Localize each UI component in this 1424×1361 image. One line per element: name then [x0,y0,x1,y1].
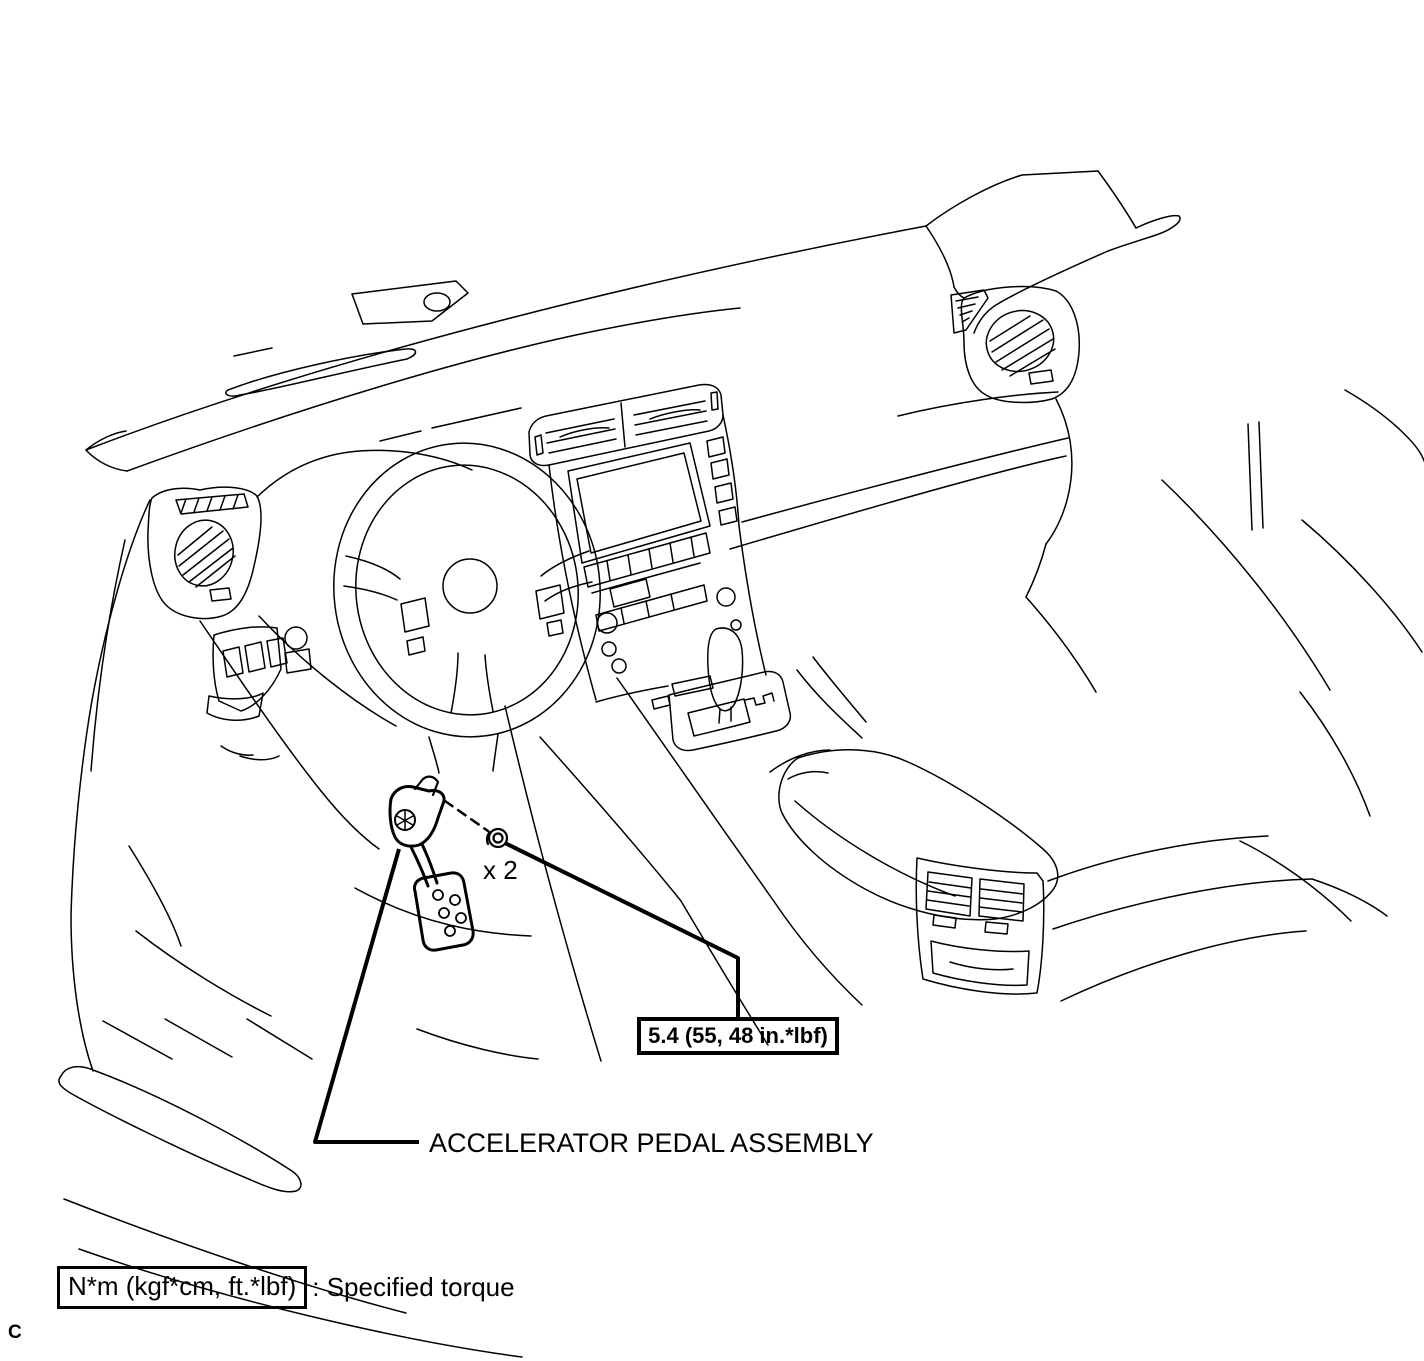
right-air-vent [951,287,1079,403]
accelerator-pedal-drawing [390,777,473,951]
rear-seat-lines [1048,836,1387,1001]
torque-leader-line [505,843,738,1018]
torque-unit-box: N*m (kgf*cm, ft.*lbf) [57,1266,307,1309]
mounting-bolt-drawing [487,829,507,847]
component-name-label: ACCELERATOR PEDAL ASSEMBLY [429,1128,874,1158]
steering-hub [443,559,497,613]
dash-sensor [424,293,450,311]
passenger-door-lines [1162,390,1424,816]
rear-console-vents [916,858,1044,994]
bolt-dashed-line [445,801,488,831]
instrument-cluster-hood [257,408,521,497]
left-air-vent [148,487,261,618]
page-marker: C [8,1322,22,1343]
bolt-quantity-label: x 2 [483,855,518,885]
center-console [540,657,866,1045]
windshield-a-pillar [926,171,1180,333]
shift-knob [708,628,743,711]
torque-legend [57,1266,515,1309]
driver-switch-panel [200,616,396,849]
center-console-armrest [770,750,1058,920]
component-leader-line [315,849,419,1142]
gear-shifter [652,628,790,751]
torque-legend-text: : Specified torque [312,1272,515,1302]
torque-spec-box: 5.4 (55, 48 in.*lbf) [637,1017,839,1055]
dashboard-outline [86,226,1096,692]
